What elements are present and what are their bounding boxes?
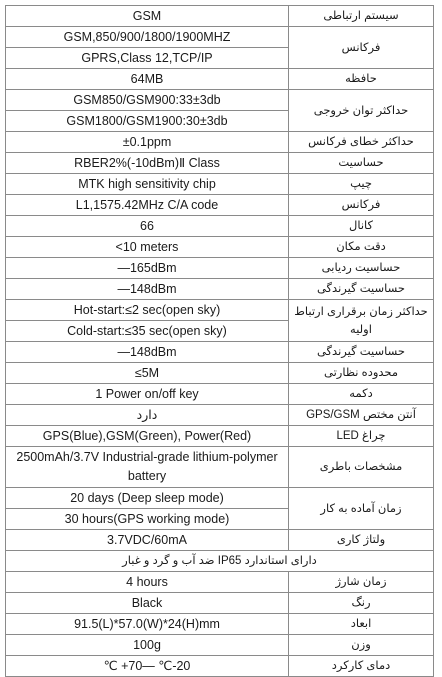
spec-value: 3.7VDC/60mA: [6, 530, 289, 551]
spec-row: [6, 488, 434, 509]
spec-row: [6, 363, 434, 384]
spec-table: [5, 5, 434, 677]
spec-value: 91.5(L)*57.0(W)*24(H)mm: [6, 614, 289, 635]
spec-row: [6, 572, 434, 593]
spec-label: دقت مکان: [289, 237, 434, 258]
spec-label: چیپ: [289, 174, 434, 195]
spec-label: محدوده نظارتی: [289, 363, 434, 384]
spec-value: Hot-start:≤2 sec(open sky): [6, 300, 289, 321]
spec-value: —148dBm: [6, 279, 289, 300]
spec-label: حافظه: [289, 69, 434, 90]
spec-label: چراغ LED: [289, 426, 434, 447]
spec-row: [6, 195, 434, 216]
spec-value: Cold-start:≤35 sec(open sky): [6, 321, 289, 342]
spec-label: وزن: [289, 635, 434, 656]
spec-row: [6, 551, 434, 572]
spec-row: [6, 614, 434, 635]
spec-value: MTK high sensitivity chip: [6, 174, 289, 195]
spec-row: [6, 237, 434, 258]
spec-row: [6, 27, 434, 48]
spec-value: 2500mAh/3.7V Industrial-grade lithium-polymer battery: [6, 447, 289, 488]
spec-row: [6, 342, 434, 363]
spec-label: مشخصات باطری: [289, 447, 434, 488]
spec-label: آنتن مختص GPS/GSM: [289, 405, 434, 426]
spec-row: [6, 656, 434, 677]
spec-value: ±0.1ppm: [6, 132, 289, 153]
spec-value: GSM: [6, 6, 289, 27]
spec-label: زمان آماده به کار: [289, 488, 434, 530]
spec-row: [6, 90, 434, 111]
spec-label: رنگ: [289, 593, 434, 614]
spec-label: حساسیت: [289, 153, 434, 174]
spec-value: GPRS,Class 12,TCP/IP: [6, 48, 289, 69]
spec-value: 4 hours: [6, 572, 289, 593]
spec-row: [6, 6, 434, 27]
spec-value: ℃ +70— ℃-20: [6, 656, 289, 677]
spec-label: حداکثر خطای فرکانس: [289, 132, 434, 153]
spec-row: [6, 216, 434, 237]
spec-value: 30 hours(GPS working mode): [6, 509, 289, 530]
spec-row: [6, 300, 434, 321]
spec-label: حساسیت گیرندگی: [289, 342, 434, 363]
spec-row: [6, 69, 434, 90]
spec-label: فرکانس: [289, 27, 434, 69]
spec-label: ولتاژ کاری: [289, 530, 434, 551]
spec-label: دکمه: [289, 384, 434, 405]
spec-label: سیستم ارتباطی: [289, 6, 434, 27]
spec-value: GSM850/GSM900:33±3db: [6, 90, 289, 111]
spec-row: [6, 132, 434, 153]
spec-row: [6, 174, 434, 195]
spec-row: [6, 153, 434, 174]
spec-value: 1 Power on/off key: [6, 384, 289, 405]
spec-value: <10 meters: [6, 237, 289, 258]
spec-value: GPS(Blue),GSM(Green), Power(Red): [6, 426, 289, 447]
spec-value: 20 days (Deep sleep mode): [6, 488, 289, 509]
spec-value: RBER2%(-10dBm)Ⅱ Class: [6, 153, 289, 174]
spec-label: حداکثر توان خروجی: [289, 90, 434, 132]
spec-value: GSM1800/GSM1900:30±3db: [6, 111, 289, 132]
spec-label: حساسیت گیرندگی: [289, 279, 434, 300]
spec-label: زمان شارژ: [289, 572, 434, 593]
spec-label: ابعاد: [289, 614, 434, 635]
spec-label: دمای کارکرد: [289, 656, 434, 677]
spec-value: L1,1575.42MHz C/A code: [6, 195, 289, 216]
spec-row: [6, 530, 434, 551]
spec-value: GSM,850/900/1800/1900MHZ: [6, 27, 289, 48]
spec-label: کانال: [289, 216, 434, 237]
spec-label: حداکثر زمان برقراری ارتباط اولیه: [289, 300, 434, 342]
spec-value: 66: [6, 216, 289, 237]
spec-label: فرکانس: [289, 195, 434, 216]
spec-value: 64MB: [6, 69, 289, 90]
spec-row: [6, 405, 434, 426]
spec-value: —148dBm: [6, 342, 289, 363]
spec-value: Black: [6, 593, 289, 614]
spec-row: [6, 593, 434, 614]
spec-value: ≤5M: [6, 363, 289, 384]
spec-row: [6, 384, 434, 405]
spec-value: 100g: [6, 635, 289, 656]
spec-table-body: [6, 6, 434, 677]
spec-row: [6, 447, 434, 488]
spec-row: [6, 258, 434, 279]
spec-label: حساسیت ردیابی: [289, 258, 434, 279]
spec-row: [6, 279, 434, 300]
spec-row: [6, 635, 434, 656]
spec-value: —165dBm: [6, 258, 289, 279]
spec-value: دارد: [6, 405, 289, 426]
spec-row: [6, 426, 434, 447]
spec-full-text: دارای استاندارد IP65 ضد آب و گرد و غبار: [6, 551, 434, 572]
